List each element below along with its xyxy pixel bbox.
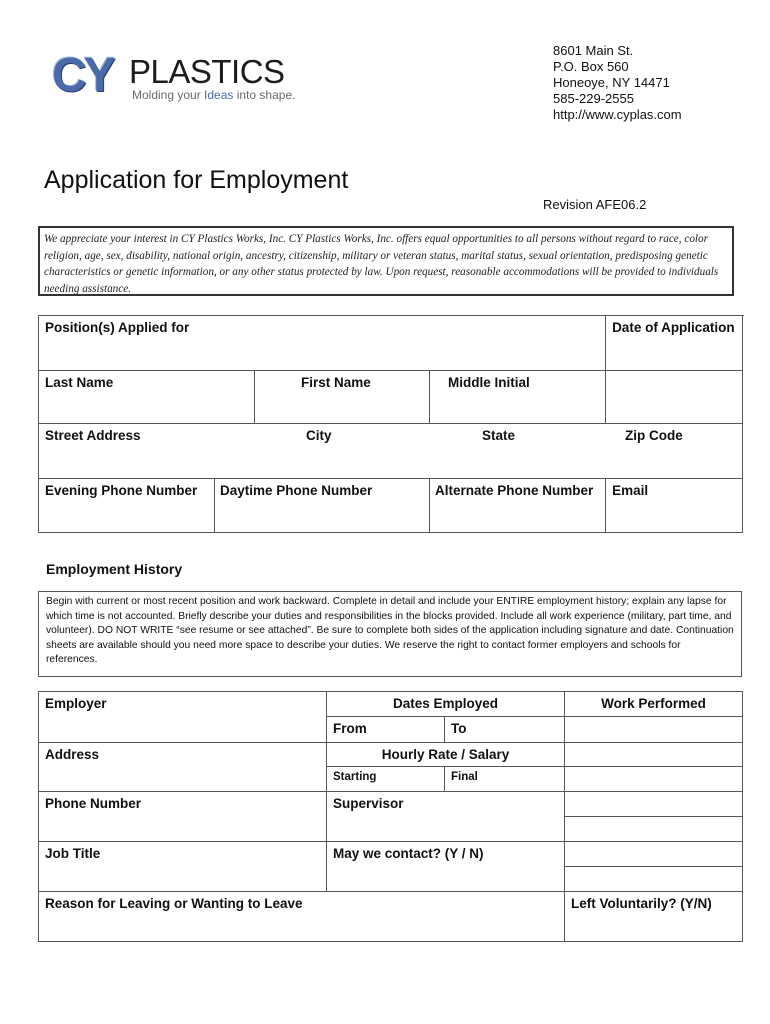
last-name-field[interactable] [39,371,255,424]
middle-initial-field[interactable] [430,371,606,424]
final-label: Final [451,771,478,783]
alt-phone-field[interactable] [430,479,606,533]
dates-employed-header [327,692,565,717]
first-name-field[interactable] [255,371,430,424]
positions-field[interactable] [39,316,606,371]
alt-phone-label: Alternate Phone Number [435,483,594,498]
date-label: Date of Application [612,320,735,335]
work-line-1[interactable] [565,717,743,743]
company-phone: 585-229-2555 [553,91,634,106]
address-line-2: P.O. Box 560 [553,59,629,74]
phone-emp-field[interactable] [39,792,327,842]
dates-employed-label: Dates Employed [392,696,499,711]
tagline-pre: Molding your [132,88,205,102]
evening-phone-field[interactable] [39,479,215,533]
supervisor-label: Supervisor [333,796,404,811]
email-label: Email [612,483,649,498]
reason-field[interactable] [39,892,565,942]
from-label: From [333,721,367,736]
job-title-label: Job Title [45,846,101,861]
starting-label: Starting [333,771,377,783]
hourly-rate-label: Hourly Rate / Salary [381,747,510,762]
middle-initial-label: Middle Initial [448,375,530,390]
employment-instructions: Begin with current or most recent position and work backward. Complete in detail and include your ENTIRE employment history; explain any lapse for which time is not accounted. Briefly describe your duties and responsibilities in the blocks provided. Include all work experience (military, part time, and volunteer). DO NOT WRITE “see resume or see attached”. Be sure to complete both sides of the application including signature and date. Continuation sheets are available should you need more space to describe your duties. We reserve the right to contact former employers and schools for references. [38,591,742,677]
city-label: City [306,428,332,443]
personal-info-table [38,315,743,533]
logo-name: PLASTICS [129,53,285,90]
employer-field[interactable] [39,692,327,743]
emp-phone-label: Phone Number [45,796,142,811]
name-extra-field[interactable] [606,371,743,424]
street-label: Street Address [45,428,141,443]
may-contact-field[interactable] [327,842,565,892]
date-field[interactable] [606,316,743,371]
tagline-post: into shape. [233,88,296,102]
work-line-6[interactable] [565,842,743,867]
work-line-5[interactable] [565,817,743,842]
left-voluntarily-field[interactable] [565,892,743,942]
address-line-1: 8601 Main St. [553,43,634,58]
company-logo [52,49,296,112]
tagline-ideas: Ideas [204,88,234,102]
to-field[interactable] [445,717,565,743]
work-line-4[interactable] [565,792,743,817]
last-name-label: Last Name [45,375,114,390]
zip-label: Zip Code [625,428,683,443]
may-contact-label: May we contact? (Y / N) [333,846,484,861]
supervisor-field[interactable] [327,792,565,842]
daytime-phone-label: Daytime Phone Number [220,483,373,498]
page-title: Application for Employment [44,166,349,194]
hourly-rate-header [327,743,565,767]
address-line-3: Honeoye, NY 14471 [553,75,670,90]
email-field[interactable] [606,479,743,533]
to-label: To [451,721,467,736]
employment-table [38,691,743,942]
address-field[interactable] [39,424,743,479]
employment-history-heading: Employment History [46,561,183,577]
reason-label: Reason for Leaving or Wanting to Leave [45,896,303,911]
emp-address-label: Address [45,747,100,762]
work-performed-header [565,692,743,717]
left-voluntarily-label: Left Voluntarily? (Y/N) [571,896,712,911]
daytime-phone-field[interactable] [215,479,430,533]
logo-mark: CY [52,49,113,102]
evening-phone-label: Evening Phone Number [45,483,198,498]
eeo-statement: We appreciate your interest in CY Plastics Works, Inc. CY Plastics Works, Inc. offers equal opportunities to all persons without regard to race, color religion, age, sex, disability, national origin, ancestry, citizenship, military or veteran status, marital status, sexual orientation, predisposing genetic characteristics or genetic information, or any other status protected by law. Upon request, reasonable accommodations will be provided to individuals needing assistance. [38,226,734,296]
work-line-3[interactable] [565,767,743,792]
job-title-field[interactable] [39,842,327,892]
employer-label: Employer [45,696,107,711]
final-field[interactable] [445,767,565,792]
logo-tagline [132,88,295,102]
work-line-7[interactable] [565,867,743,892]
company-website[interactable]: http://www.cyplas.com [553,107,682,122]
work-performed-label: Work Performed [601,696,706,711]
starting-field[interactable] [327,767,445,792]
revision-label: Revision AFE06.2 [543,197,647,212]
first-name-label: First Name [301,375,371,390]
work-line-2[interactable] [565,743,743,767]
positions-label: Position(s) Applied for [45,320,190,335]
company-address [553,43,682,123]
address-emp-field[interactable] [39,743,327,792]
from-field[interactable] [327,717,445,743]
state-label: State [482,428,516,443]
